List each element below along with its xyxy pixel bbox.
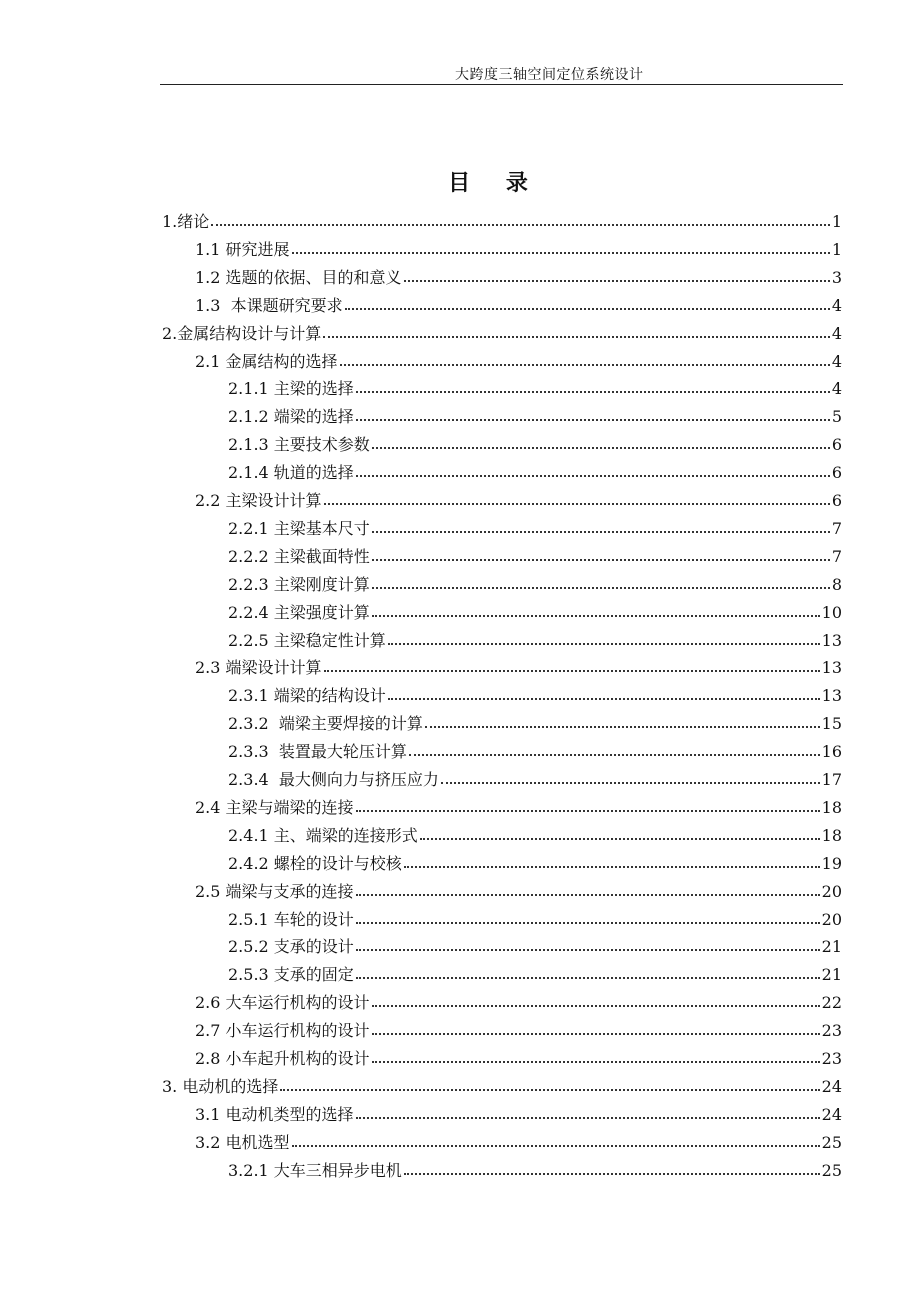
toc-leader-dots [340, 364, 830, 366]
toc-page-number: 21 [821, 937, 842, 957]
toc-entry[interactable] [228, 543, 842, 571]
toc-entry[interactable] [228, 906, 842, 934]
toc-page-number: 6 [831, 491, 842, 510]
toc-page-number: 24 [821, 1076, 842, 1096]
toc-entry[interactable] [195, 264, 842, 292]
toc-entry-label: 2.3.3 装置最大轮压计算 [228, 742, 407, 762]
toc-page-number: 13 [821, 630, 842, 650]
toc-page-number: 4 [831, 323, 842, 343]
toc-page-number: 1 [831, 239, 842, 259]
toc-entry[interactable] [195, 292, 842, 320]
toc-leader-dots [292, 1145, 820, 1147]
toc-page-number: 24 [821, 1104, 842, 1124]
toc-leader-dots [372, 531, 830, 533]
toc-page-number: 7 [831, 546, 842, 566]
toc-page-number: 6 [831, 463, 842, 483]
toc-entry[interactable] [195, 794, 842, 822]
toc-leader-dots [372, 1005, 820, 1007]
toc-page-number: 13 [821, 686, 842, 706]
toc-page-number: 10 [821, 602, 842, 622]
toc-page-number: 25 [821, 1132, 842, 1152]
toc-entry-label: 2.金属结构设计与计算 [162, 323, 322, 343]
toc-leader-dots [388, 698, 820, 700]
toc-entry[interactable] [228, 850, 842, 878]
toc-page-number: 23 [821, 1049, 842, 1068]
toc-page-number: 6 [831, 435, 842, 455]
toc-leader-dots [388, 643, 820, 645]
toc-page-number: 22 [821, 993, 842, 1013]
toc-entry[interactable] [228, 933, 842, 961]
toc-entry-label: 3.2.1 大车三相异步电机 [228, 1160, 402, 1180]
toc-entry[interactable] [162, 320, 842, 348]
toc-entry-label: 1.2 选题的依据、目的和意义 [195, 267, 402, 287]
toc-leader-dots [425, 726, 820, 728]
toc-entry-label: 2.4.1 主、端梁的连接形式 [228, 825, 418, 845]
toc-page-number: 15 [821, 714, 842, 734]
toc-page-number: 23 [821, 1021, 842, 1041]
toc-page-number: 17 [821, 770, 842, 789]
toc-page-number: 3 [831, 267, 842, 287]
toc-page-number: 18 [821, 797, 842, 817]
toc-entry[interactable] [228, 1157, 842, 1185]
toc-entry-label: 1.绪论 [162, 212, 210, 231]
toc-entry[interactable] [195, 1129, 842, 1157]
toc-entry[interactable] [228, 738, 842, 766]
toc-leader-dots [356, 1117, 820, 1119]
toc-leader-dots [404, 866, 820, 868]
toc-entry-label: 2.2 主梁设计计算 [195, 491, 322, 510]
toc-entry-label: 2.8 小车起升机构的设计 [195, 1049, 370, 1068]
toc-page-number: 4 [831, 379, 842, 399]
toc-entry[interactable] [195, 1045, 842, 1073]
toc-entry[interactable] [195, 236, 842, 264]
toc-entry-label: 1.3 本课题研究要求 [195, 295, 343, 315]
toc-leader-dots [372, 1061, 820, 1063]
toc-entry[interactable] [195, 878, 842, 906]
toc-leader-dots [404, 280, 830, 282]
toc-entry[interactable] [228, 431, 842, 459]
toc-entry[interactable] [228, 375, 842, 403]
toc-leader-dots [404, 1173, 820, 1175]
toc-entry[interactable] [195, 989, 842, 1017]
toc-leader-dots [280, 1089, 819, 1091]
toc-entry[interactable] [228, 627, 842, 655]
toc-page-number: 25 [821, 1160, 842, 1180]
toc-leader-dots [356, 922, 820, 924]
toc-entry-label: 2.2.4 主梁强度计算 [228, 602, 370, 622]
header-divider [160, 84, 843, 85]
toc-leader-dots [372, 615, 820, 617]
toc-leader-dots [372, 1033, 820, 1035]
toc-entry[interactable] [228, 515, 842, 543]
toc-entry-label: 2.5.1 车轮的设计 [228, 909, 354, 929]
toc-entry-label: 2.5.2 支承的设计 [228, 937, 354, 957]
toc-leader-dots [323, 336, 830, 338]
toc-entry-label: 2.3.2 端梁主要焊接的计算 [228, 714, 423, 734]
toc-leader-dots [324, 503, 830, 505]
toc-entry-label: 2.1.4 轨道的选择 [228, 463, 354, 483]
toc-entry-label: 2.2.1 主梁基本尺寸 [228, 518, 370, 538]
toc-page-number: 20 [821, 881, 842, 901]
toc-leader-dots [345, 308, 830, 310]
toc-entry[interactable] [162, 208, 842, 236]
toc-entry-label: 2.2.5 主梁稳定性计算 [228, 630, 386, 650]
toc-entry[interactable] [228, 961, 842, 989]
toc-entry-label: 2.1.2 端梁的选择 [228, 407, 354, 427]
toc-leader-dots [372, 587, 830, 589]
toc-leader-dots [292, 252, 830, 254]
toc-entry-label: 2.1 金属结构的选择 [195, 351, 338, 371]
toc-entry[interactable] [228, 459, 842, 487]
toc-entry-label: 2.3.1 端梁的结构设计 [228, 686, 386, 706]
toc-entry[interactable] [195, 348, 842, 376]
toc-entry[interactable] [228, 571, 842, 599]
toc-entry[interactable] [195, 1101, 842, 1129]
toc-entry[interactable] [195, 1017, 842, 1045]
toc-leader-dots [372, 447, 830, 449]
toc-entry-label: 2.1.1 主梁的选择 [228, 379, 354, 399]
toc-entry[interactable] [228, 766, 842, 794]
toc-leader-dots [441, 782, 820, 784]
toc-entry[interactable] [228, 822, 842, 850]
toc-entry[interactable] [195, 487, 842, 515]
toc-leader-dots [356, 391, 830, 393]
toc-page-number: 1 [831, 212, 842, 231]
toc-page-number: 18 [821, 825, 842, 845]
toc-page-number: 21 [821, 965, 842, 985]
toc-leader-dots [356, 419, 830, 421]
toc-leader-dots [356, 894, 820, 896]
toc-page-number: 4 [831, 351, 842, 371]
toc-entry[interactable] [195, 654, 842, 682]
toc-page-number: 5 [831, 407, 842, 427]
toc-entry-label: 2.7 小车运行机构的设计 [195, 1021, 370, 1041]
header-title-text: 大跨度三轴空间定位系统设计 [455, 67, 644, 83]
toc-entry-label: 2.3 端梁设计计算 [195, 658, 322, 678]
toc-entry-label: 2.5.3 支承的固定 [228, 965, 354, 985]
toc-entry-label: 3.1 电动机类型的选择 [195, 1104, 354, 1124]
toc-entry-label: 2.2.2 主梁截面特性 [228, 546, 370, 566]
toc-entry[interactable] [228, 710, 842, 738]
toc-leader-dots [211, 224, 830, 226]
toc-entry[interactable] [228, 682, 842, 710]
toc-leader-dots [356, 810, 820, 812]
toc-entry-label: 2.6 大车运行机构的设计 [195, 993, 370, 1013]
toc-entry-label: 2.5 端梁与支承的连接 [195, 881, 354, 901]
toc-leader-dots [356, 977, 820, 979]
toc-page-number: 20 [821, 909, 842, 929]
toc-entry-label: 1.1 研究进展 [195, 239, 290, 259]
toc-page-number: 4 [831, 295, 842, 315]
toc-page-number: 8 [831, 574, 842, 594]
toc-entry-label: 2.4.2 螺栓的设计与校核 [228, 853, 402, 873]
toc-entry-label: 2.1.3 主要技术参数 [228, 435, 370, 455]
toc-entry-label: 2.3.4 最大侧向力与挤压应力 [228, 770, 439, 789]
toc-entry[interactable] [228, 599, 842, 627]
toc-entry-label: 3.2 电机选型 [195, 1132, 290, 1152]
toc-entry-label: 2.2.3 主梁刚度计算 [228, 574, 370, 594]
toc-page-number: 16 [821, 742, 842, 762]
toc-title: 目 录 [448, 171, 542, 196]
toc-leader-dots [372, 559, 830, 561]
toc-page-number: 7 [831, 518, 842, 538]
toc-entry-label: 2.4 主梁与端梁的连接 [195, 797, 354, 817]
toc-leader-dots [324, 670, 820, 672]
toc-page-number: 19 [821, 853, 842, 873]
toc-leader-dots [409, 754, 820, 756]
toc-leader-dots [420, 838, 820, 840]
toc-leader-dots [356, 949, 820, 951]
toc-page-number: 13 [821, 658, 842, 678]
toc-entry[interactable] [162, 1073, 842, 1101]
toc-entry-label: 3. 电动机的选择 [162, 1076, 279, 1096]
toc-entry[interactable] [228, 403, 842, 431]
toc-leader-dots [356, 475, 830, 477]
header-title [455, 64, 644, 84]
